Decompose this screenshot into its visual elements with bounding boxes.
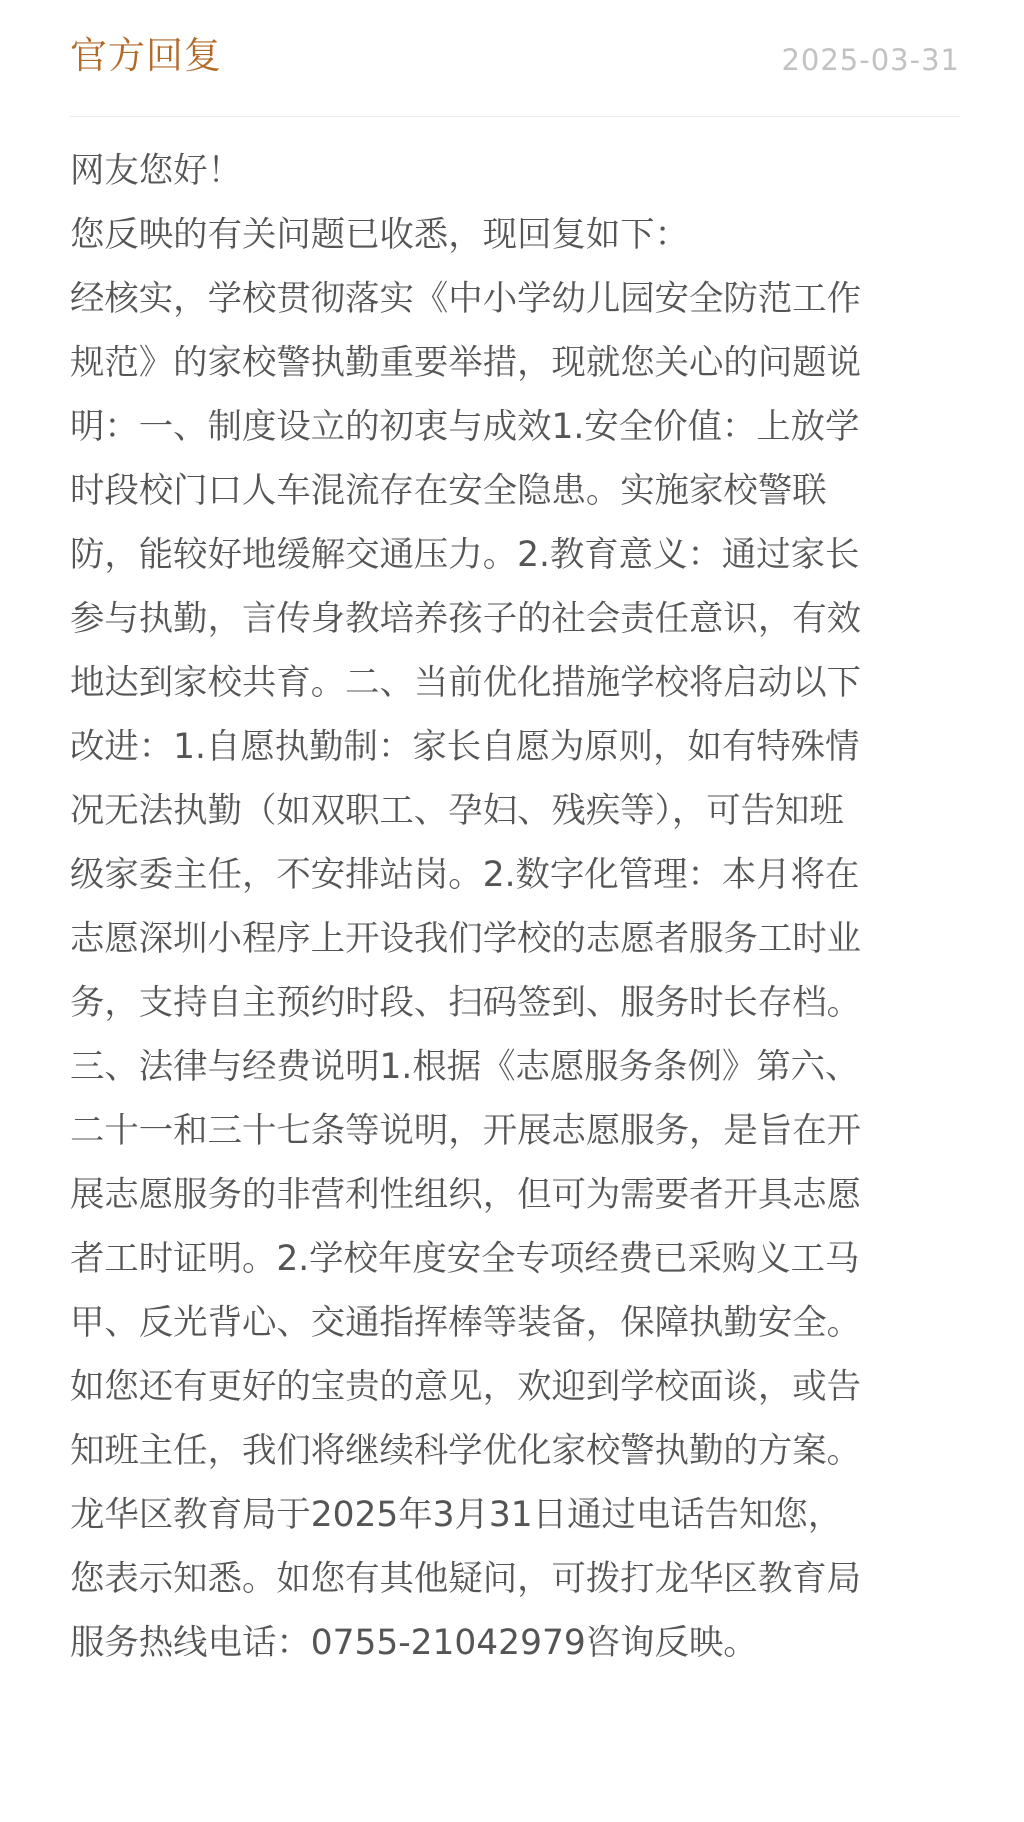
- reply-line: 志愿深圳小程序上开设我们学校的志愿者服务工时业: [70, 919, 861, 959]
- reply-line: 改进：1.自愿执勤制：家长自愿为原则，如有特殊情: [70, 727, 860, 767]
- reply-line: 龙华区教育局于2025年3月31日通过电话告知您，: [70, 1495, 843, 1535]
- reply-line: 甲、反光背心、交通指挥棒等装备，保障执勤安全。: [70, 1303, 861, 1343]
- reply-title: 官方回复: [70, 34, 222, 77]
- reply-line: 服务热线电话：0755-21042979咨询反映。: [70, 1623, 758, 1663]
- reply-line: 地达到家校共育。二、当前优化措施学校将启动以下: [70, 663, 861, 703]
- reply-body: [70, 117, 960, 1675]
- reply-line: 经核实，学校贯彻落实《中小学幼儿园安全防范工作: [70, 279, 861, 319]
- reply-line: 规范》的家校警执勤重要举措，现就您关心的问题说: [70, 343, 861, 383]
- reply-line: 展志愿服务的非营利性组织，但可为需要者开具志愿: [70, 1175, 861, 1215]
- reply-line: 知班主任，我们将继续科学优化家校警执勤的方案。: [70, 1431, 861, 1471]
- reply-line: 您表示知悉。如您有其他疑问，可拨打龙华区教育局: [70, 1559, 861, 1599]
- reply-line: 二十一和三十七条等说明，开展志愿服务，是旨在开: [70, 1111, 861, 1151]
- reply-line: 明：一、制度设立的初衷与成效1.安全价值：上放学: [70, 407, 860, 447]
- reply-line: 况无法执勤（如双职工、孕妇、残疾等），可告知班: [70, 791, 844, 831]
- reply-header: [70, 0, 960, 117]
- reply-line: 务，支持自主预约时段、扫码签到、服务时长存档。: [70, 983, 861, 1023]
- reply-line: 网友您好！: [70, 151, 242, 191]
- reply-line: 三、法律与经费说明1.根据《志愿服务条例》第六、: [70, 1047, 860, 1087]
- reply-line: 时段校门口人车混流存在安全隐患。实施家校警联: [70, 471, 827, 511]
- reply-line: 级家委主任，不安排站岗。2.数字化管理：本月将在: [70, 855, 860, 895]
- reply-line: 如您还有更好的宝贵的意见，欢迎到学校面谈，或告: [70, 1367, 861, 1407]
- official-reply-card: [70, 0, 960, 1675]
- reply-line: 您反映的有关问题已收悉，现回复如下：: [70, 215, 690, 255]
- reply-line: 者工时证明。2.学校年度安全专项经费已采购义工马: [70, 1239, 860, 1279]
- reply-date: 2025-03-31: [781, 43, 960, 77]
- reply-line: 参与执勤，言传身教培养孩子的社会责任意识，有效: [70, 599, 861, 639]
- reply-line: 防，能较好地缓解交通压力。2.教育意义：通过家长: [70, 535, 860, 575]
